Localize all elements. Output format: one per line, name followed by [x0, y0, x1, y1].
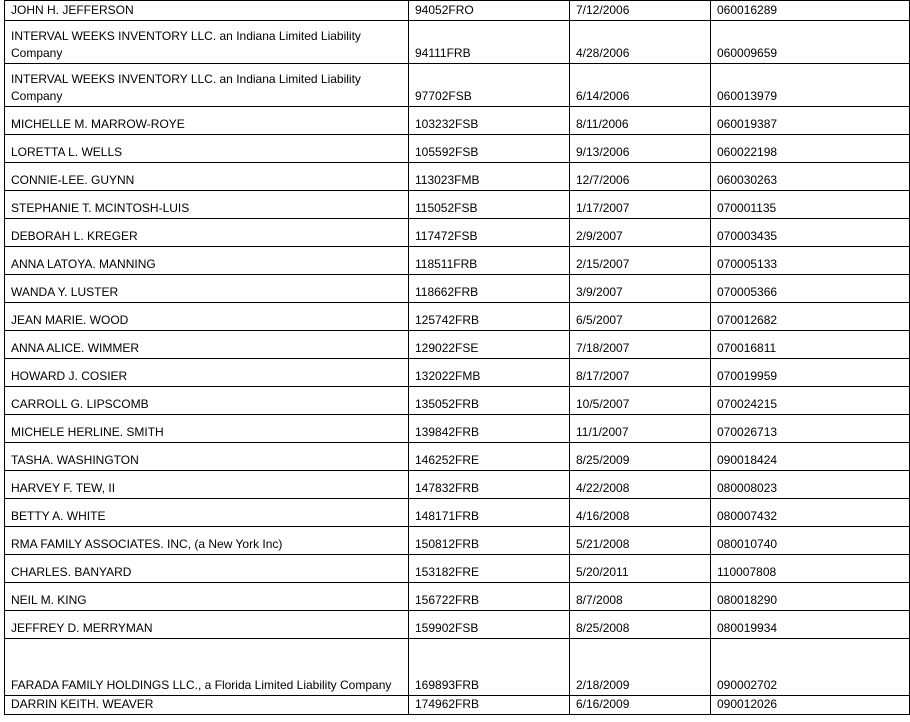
owner-name-cell: INTERVAL WEEKS INVENTORY LLC. an Indiana Limited Liability Company	[5, 21, 409, 64]
date-cell: 1/17/2007	[570, 191, 711, 219]
contract-number-cell: 174962FRB	[409, 696, 570, 715]
owner-name-cell: CONNIE-LEE. GUYNN	[5, 163, 409, 191]
date-cell: 2/9/2007	[570, 219, 711, 247]
contract-number-cell: 156722FRB	[409, 583, 570, 611]
owner-name-cell: JOHN H. JEFFERSON	[5, 1, 409, 21]
owner-name-cell: DARRIN KEITH. WEAVER	[5, 696, 409, 715]
owner-name-cell: FARADA FAMILY HOLDINGS LLC., a Florida Limited Liability Company	[5, 639, 409, 696]
owner-name-cell: JEFFREY D. MERRYMAN	[5, 611, 409, 639]
contract-number-cell: 118511FRB	[409, 247, 570, 275]
document-number-cell: 060030263	[711, 163, 910, 191]
table-row	[5, 359, 910, 387]
contract-number-cell: 132022FMB	[409, 359, 570, 387]
date-cell: 7/12/2006	[570, 1, 711, 21]
records-table-body	[5, 1, 910, 715]
table-row	[5, 639, 910, 696]
document-number-cell: 070024215	[711, 387, 910, 415]
table-row	[5, 135, 910, 163]
owner-name-cell: TASHA. WASHINGTON	[5, 443, 409, 471]
contract-number-cell: 125742FRB	[409, 303, 570, 331]
contract-number-cell: 97702FSB	[409, 64, 570, 107]
date-cell: 7/18/2007	[570, 331, 711, 359]
contract-number-cell: 159902FSB	[409, 611, 570, 639]
owner-name-cell: INTERVAL WEEKS INVENTORY LLC. an Indiana Limited Liability Company	[5, 64, 409, 107]
contract-number-cell: 153182FRE	[409, 555, 570, 583]
table-row	[5, 191, 910, 219]
document-number-cell: 090002702	[711, 639, 910, 696]
contract-number-cell: 94052FRO	[409, 1, 570, 21]
table-row	[5, 64, 910, 107]
document-number-cell: 070003435	[711, 219, 910, 247]
table-row	[5, 107, 910, 135]
document-number-cell: 080010740	[711, 527, 910, 555]
owner-name-cell: ANNA ALICE. WIMMER	[5, 331, 409, 359]
date-cell: 12/7/2006	[570, 163, 711, 191]
date-cell: 11/1/2007	[570, 415, 711, 443]
owner-name-cell: WANDA Y. LUSTER	[5, 275, 409, 303]
date-cell: 8/17/2007	[570, 359, 711, 387]
table-row	[5, 415, 910, 443]
owner-name-cell: BETTY A. WHITE	[5, 499, 409, 527]
owner-name-cell: NEIL M. KING	[5, 583, 409, 611]
document-number-cell: 070005133	[711, 247, 910, 275]
date-cell: 9/13/2006	[570, 135, 711, 163]
contract-number-cell: 103232FSB	[409, 107, 570, 135]
contract-number-cell: 146252FRE	[409, 443, 570, 471]
date-cell: 5/21/2008	[570, 527, 711, 555]
document-number-cell: 070005366	[711, 275, 910, 303]
table-row	[5, 247, 910, 275]
owner-name-cell: MICHELE HERLINE. SMITH	[5, 415, 409, 443]
document-number-cell: 070026713	[711, 415, 910, 443]
contract-number-cell: 139842FRB	[409, 415, 570, 443]
table-row	[5, 696, 910, 715]
contract-number-cell: 94111FRB	[409, 21, 570, 64]
contract-number-cell: 115052FSB	[409, 191, 570, 219]
contract-number-cell: 117472FSB	[409, 219, 570, 247]
date-cell: 6/5/2007	[570, 303, 711, 331]
owner-name-cell: STEPHANIE T. MCINTOSH-LUIS	[5, 191, 409, 219]
contract-number-cell: 113023FMB	[409, 163, 570, 191]
date-cell: 2/18/2009	[570, 639, 711, 696]
document-number-cell: 080008023	[711, 471, 910, 499]
table-row	[5, 1, 910, 21]
document-number-cell: 080018290	[711, 583, 910, 611]
document-number-cell: 070012682	[711, 303, 910, 331]
owner-name-cell: CARROLL G. LIPSCOMB	[5, 387, 409, 415]
owner-name-cell: HOWARD J. COSIER	[5, 359, 409, 387]
date-cell: 4/28/2006	[570, 21, 711, 64]
table-row	[5, 387, 910, 415]
owner-name-cell: RMA FAMILY ASSOCIATES. INC, (a New York Inc)	[5, 527, 409, 555]
document-number-cell: 090012026	[711, 696, 910, 715]
date-cell: 8/11/2006	[570, 107, 711, 135]
table-row	[5, 555, 910, 583]
document-number-cell: 110007808	[711, 555, 910, 583]
document-number-cell: 090018424	[711, 443, 910, 471]
contract-number-cell: 105592FSB	[409, 135, 570, 163]
date-cell: 6/16/2009	[570, 696, 711, 715]
owner-name-cell: LORETTA L. WELLS	[5, 135, 409, 163]
date-cell: 10/5/2007	[570, 387, 711, 415]
contract-number-cell: 147832FRB	[409, 471, 570, 499]
contract-number-cell: 129022FSE	[409, 331, 570, 359]
contract-number-cell: 148171FRB	[409, 499, 570, 527]
records-table	[4, 0, 910, 715]
contract-number-cell: 118662FRB	[409, 275, 570, 303]
date-cell: 6/14/2006	[570, 64, 711, 107]
table-row	[5, 527, 910, 555]
contract-number-cell: 169893FRB	[409, 639, 570, 696]
document-number-cell: 060013979	[711, 64, 910, 107]
owner-name-cell: DEBORAH L. KREGER	[5, 219, 409, 247]
contract-number-cell: 135052FRB	[409, 387, 570, 415]
owner-name-cell: MICHELLE M. MARROW-ROYE	[5, 107, 409, 135]
date-cell: 4/16/2008	[570, 499, 711, 527]
table-row	[5, 583, 910, 611]
table-row	[5, 443, 910, 471]
date-cell: 5/20/2011	[570, 555, 711, 583]
document-number-cell: 060016289	[711, 1, 910, 21]
table-row	[5, 275, 910, 303]
document-number-cell: 060009659	[711, 21, 910, 64]
document-number-cell: 070001135	[711, 191, 910, 219]
table-row	[5, 303, 910, 331]
contract-number-cell: 150812FRB	[409, 527, 570, 555]
owner-name-cell: JEAN MARIE. WOOD	[5, 303, 409, 331]
document-number-cell: 070016811	[711, 331, 910, 359]
date-cell: 8/7/2008	[570, 583, 711, 611]
date-cell: 4/22/2008	[570, 471, 711, 499]
document-number-cell: 060022198	[711, 135, 910, 163]
date-cell: 8/25/2008	[570, 611, 711, 639]
document-number-cell: 080007432	[711, 499, 910, 527]
table-row	[5, 611, 910, 639]
table-row	[5, 163, 910, 191]
owner-name-cell: ANNA LATOYA. MANNING	[5, 247, 409, 275]
date-cell: 8/25/2009	[570, 443, 711, 471]
document-number-cell: 060019387	[711, 107, 910, 135]
table-row	[5, 499, 910, 527]
document-number-cell: 070019959	[711, 359, 910, 387]
owner-name-cell: HARVEY F. TEW, II	[5, 471, 409, 499]
table-row	[5, 21, 910, 64]
date-cell: 3/9/2007	[570, 275, 711, 303]
owner-name-cell: CHARLES. BANYARD	[5, 555, 409, 583]
table-row	[5, 471, 910, 499]
table-row	[5, 331, 910, 359]
document-number-cell: 080019934	[711, 611, 910, 639]
table-row	[5, 219, 910, 247]
date-cell: 2/15/2007	[570, 247, 711, 275]
